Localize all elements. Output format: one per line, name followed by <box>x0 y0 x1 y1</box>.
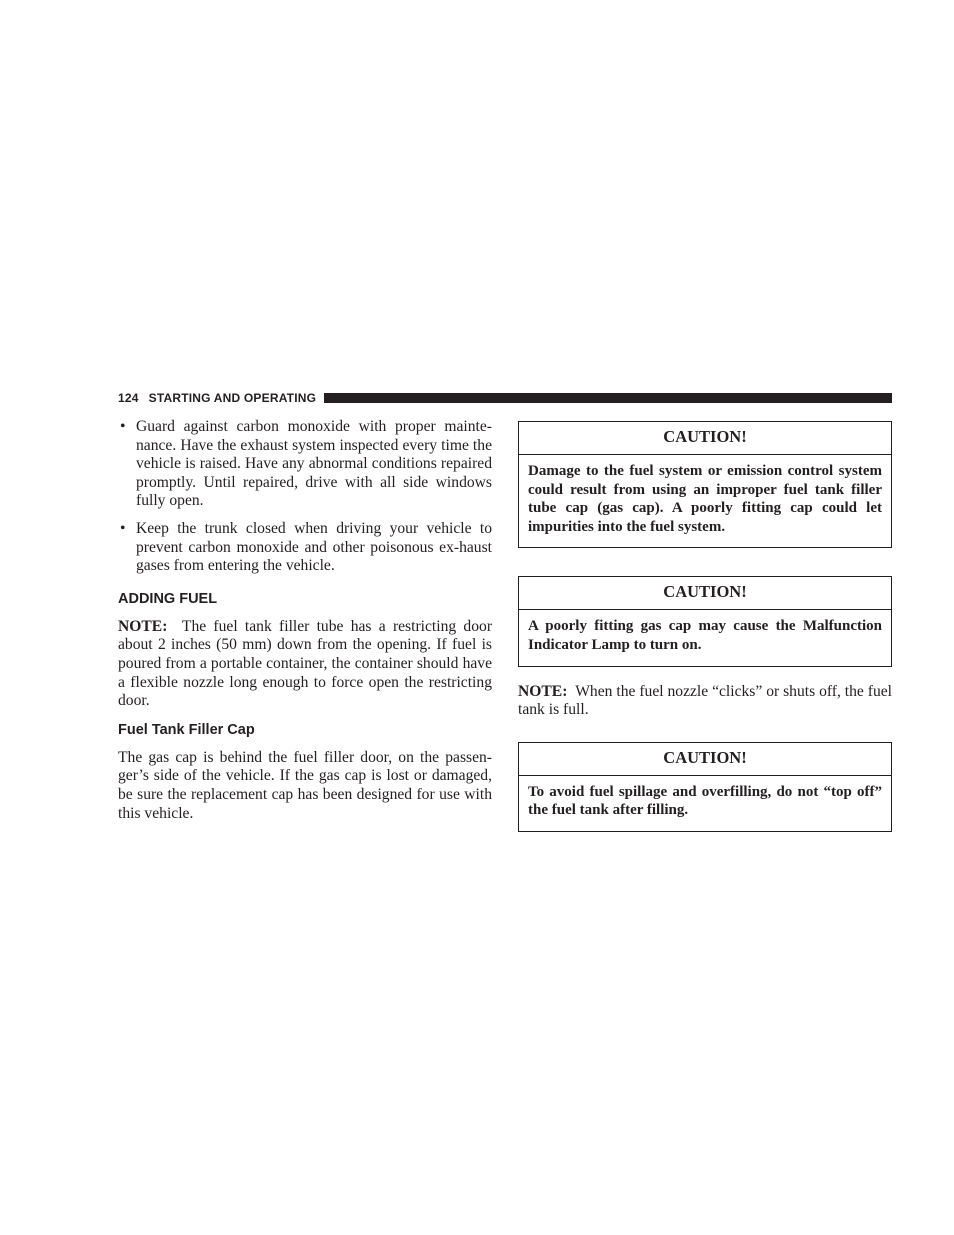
header-text <box>118 391 316 405</box>
caution-title: CAUTION! <box>519 743 891 776</box>
caution-box-overfilling <box>518 742 892 832</box>
caution-box-malfunction-lamp <box>518 576 892 666</box>
filler-cap-paragraph: The gas cap is behind the fuel filler door, on the passen-ger’s side of the vehicle. If the gas cap is lost or damaged, be sure the replacement cap has been designed for use with this vehicle. <box>118 748 492 822</box>
note-paragraph <box>118 618 492 711</box>
note-text: When the fuel nozzle “clicks” or shuts off, the fuel tank is full. <box>518 682 892 719</box>
left-column <box>118 418 492 823</box>
caution-body: A poorly fitting gas cap may cause the Malfunction Indicator Lamp to turn on. <box>528 618 882 653</box>
subheading-fuel-tank-filler-cap: Fuel Tank Filler Cap <box>118 721 255 738</box>
bullet-item <box>118 418 492 511</box>
caution-body: Damage to the fuel system or emission control system could result from using an improper fuel tank filler tube cap (gas cap). A poorly fitting cap could let impurities into the fuel system. <box>528 463 882 535</box>
note-label: NOTE: <box>118 617 168 635</box>
bullet-dot-icon: • <box>120 519 126 537</box>
page-number: 124 <box>118 391 139 405</box>
note-label: NOTE: <box>518 682 568 700</box>
page-header <box>118 390 892 406</box>
note-paragraph-right <box>518 683 892 720</box>
caution-title: CAUTION! <box>519 422 891 455</box>
bullet-item <box>118 520 492 576</box>
heading-adding-fuel: ADDING FUEL <box>118 590 218 607</box>
right-column <box>518 421 892 832</box>
section-title: STARTING AND OPERATING <box>148 391 317 405</box>
bullet-text: Keep the trunk closed when driving your vehicle to prevent carbon monoxide and other poisonous ex-haust gases from entering the vehicle. <box>136 519 492 575</box>
caution-body: To avoid fuel spillage and overfilling, do not “top off” the fuel tank after filling. <box>528 783 882 819</box>
header-rule <box>324 393 892 403</box>
caution-title: CAUTION! <box>519 577 891 610</box>
bullet-dot-icon: • <box>120 418 126 435</box>
note-text: The fuel tank filler tube has a restricting door about 2 inches (50 mm) down from the opening. If fuel is poured from a portable container, the container should have a flexible nozzle long enough to force open the restricting door. <box>118 617 493 710</box>
bullet-text: Guard against carbon monoxide with proper mainte-nance. Have the exhaust system inspected every time the vehicle is raised. Have any abnormal conditions repaired promptly. Until repaired, drive with all side windows fully open. <box>136 418 492 510</box>
caution-box-fuel-system <box>518 421 892 548</box>
